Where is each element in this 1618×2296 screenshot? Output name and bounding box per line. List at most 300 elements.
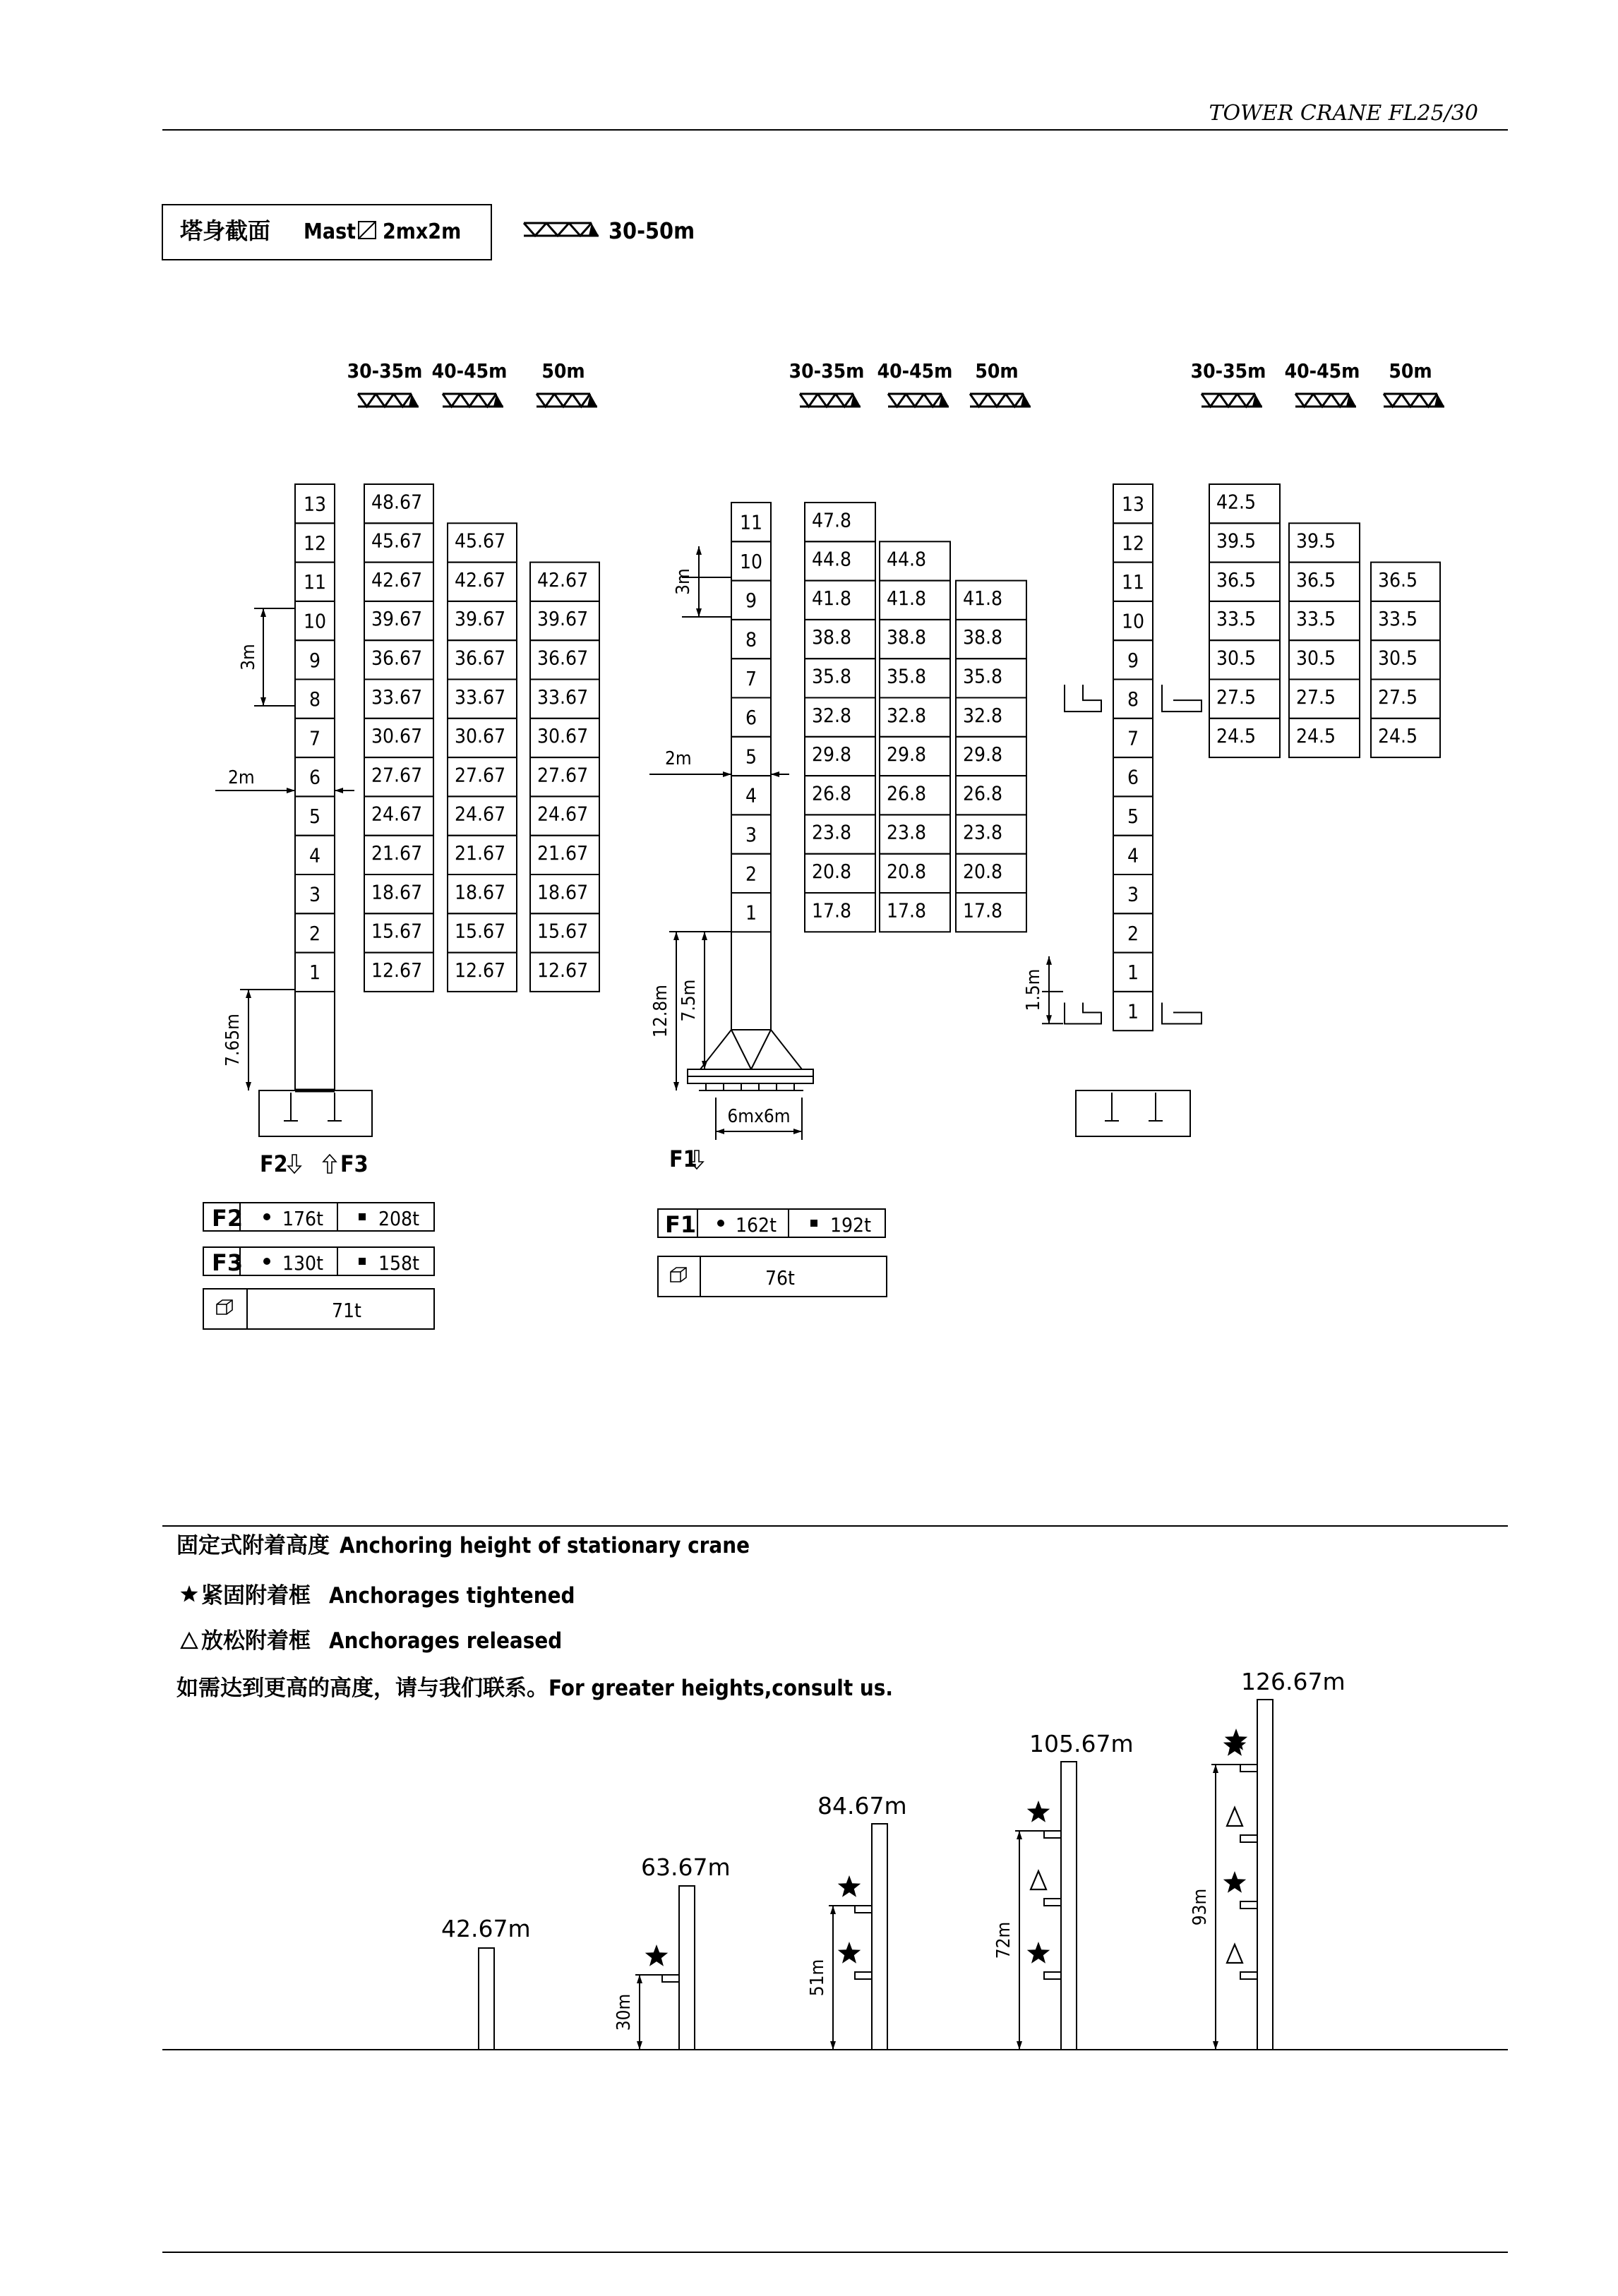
value-cell-text: 17.8 xyxy=(812,898,852,922)
anchor-frame xyxy=(1240,1765,1257,1772)
jib-lattice xyxy=(836,394,853,407)
anchor-frame xyxy=(1240,1972,1257,1979)
jib-icon xyxy=(524,223,599,236)
chassis-brace xyxy=(731,1030,751,1069)
dim-base xyxy=(1023,956,1052,1023)
jib-lattice xyxy=(554,394,572,407)
jib-header-label: 30-35m xyxy=(347,359,423,383)
segment-number: 12 xyxy=(1121,531,1145,555)
value-cell-text: 41.8 xyxy=(812,586,852,610)
segment-number: 4 xyxy=(308,843,321,867)
segment-number: 7 xyxy=(308,726,321,750)
arrow-down-icon xyxy=(288,1155,301,1173)
mast-size: 2mx2m xyxy=(383,220,462,244)
value-cell-text: 42.67 xyxy=(371,567,423,591)
dim-label: 51m xyxy=(807,1959,828,1997)
jib-lattice xyxy=(546,223,569,236)
value-cell-text: 24.5 xyxy=(1296,724,1336,748)
chassis-cross xyxy=(700,1030,802,1069)
anchor-frame xyxy=(855,1972,872,1979)
mast-section-icon xyxy=(359,222,376,239)
segment-number: 10 xyxy=(303,609,327,633)
segment-number: 2 xyxy=(745,862,757,886)
value-cell-text: 33.5 xyxy=(1216,607,1257,631)
jib-icon xyxy=(800,394,861,407)
triangle-icon xyxy=(1031,1871,1046,1889)
f3-force-label: F3 xyxy=(340,1150,368,1177)
tower-mast xyxy=(679,1886,695,2050)
value-cell-text: 27.67 xyxy=(537,763,589,787)
value-column xyxy=(1209,484,1280,757)
value-cell-text: 18.67 xyxy=(455,880,506,904)
value-cell-text: 36.67 xyxy=(455,646,506,670)
segment-number: 5 xyxy=(1127,805,1139,829)
triangle-icon xyxy=(181,1633,197,1648)
segment-number: 7 xyxy=(745,666,757,690)
segment-number: 4 xyxy=(745,783,757,807)
value-cell-text: 35.8 xyxy=(963,664,1003,688)
segment-number: 10 xyxy=(739,549,763,573)
value-cell-text: 30.67 xyxy=(455,724,506,748)
dim-width-label: 2m xyxy=(228,767,255,788)
value-cell-text: 12.67 xyxy=(455,958,506,982)
segment-number: 7 xyxy=(1127,726,1139,750)
jib-lattice xyxy=(569,223,592,236)
jib-lattice xyxy=(924,394,942,407)
f3-dot-value: 130t xyxy=(282,1251,323,1275)
jib-lattice xyxy=(817,394,835,407)
legend-tightened: 紧固附着框 Anchorages tightened xyxy=(201,1583,575,1609)
arrow-down xyxy=(1017,2041,1022,2050)
load-table-middle xyxy=(658,1209,887,1297)
value-cell-text: 32.8 xyxy=(812,703,852,727)
segment-number: 1 xyxy=(745,901,757,925)
value-cell-text: 12.67 xyxy=(537,958,589,982)
segment-number: 1 xyxy=(1127,999,1139,1023)
value-cell-text: 21.67 xyxy=(537,841,589,865)
arrow-down xyxy=(830,2041,836,2050)
segment-number: 12 xyxy=(303,531,327,555)
jib-lattice xyxy=(1295,394,1313,407)
anchor-frame xyxy=(1044,1972,1061,1979)
jib-icon xyxy=(1295,394,1356,407)
value-cell-text: 24.67 xyxy=(537,802,589,826)
anchor-height-dim xyxy=(613,1975,642,2050)
segment-number: 9 xyxy=(308,648,321,672)
value-cell-text: 21.67 xyxy=(455,841,506,865)
value-cell-text: 17.8 xyxy=(887,898,927,922)
dim-chassis xyxy=(678,932,707,1069)
square-icon xyxy=(359,1213,366,1220)
value-cell-text: 24.5 xyxy=(1378,724,1418,748)
jib-header-label: 30-35m xyxy=(1190,359,1266,383)
segment-number: 11 xyxy=(303,570,327,594)
f1-label: F1 xyxy=(665,1211,697,1238)
anchor-tower xyxy=(807,1792,907,2050)
anchor-tower xyxy=(613,1853,731,2050)
value-cell-text: 29.8 xyxy=(963,743,1003,767)
value-cell-text: 23.8 xyxy=(963,820,1003,844)
arrow-down xyxy=(696,608,702,617)
jib-lattice xyxy=(443,394,460,407)
anchor-frame xyxy=(1044,1899,1061,1906)
right-tower xyxy=(1023,484,1440,1136)
dim-label: 3m xyxy=(238,644,259,671)
segment-number: 5 xyxy=(745,745,757,769)
jib-lattice xyxy=(394,394,412,407)
value-cell-text: 39.67 xyxy=(371,607,423,631)
dim-segment-3m xyxy=(238,608,266,706)
consult-note: 如需达到更高的高度，请与我们联系。For greater heights,consult us. xyxy=(176,1676,893,1701)
value-cell-text: 21.67 xyxy=(371,841,423,865)
value-cell-text: 38.8 xyxy=(887,625,927,649)
jib-lattice xyxy=(1401,394,1419,407)
middle-tower xyxy=(649,503,1026,1172)
dim-total xyxy=(650,932,679,1090)
value-cell-text: 15.67 xyxy=(537,919,589,943)
anchor-tower xyxy=(1189,1668,1346,2050)
jib-lattice xyxy=(800,394,817,407)
left-tower xyxy=(215,484,599,1177)
value-cell-text: 20.8 xyxy=(887,859,927,883)
value-cell-text: 33.67 xyxy=(537,685,589,709)
square-icon xyxy=(359,1258,366,1265)
value-cell-text: 20.8 xyxy=(812,859,852,883)
f1-dot-value: 162t xyxy=(736,1213,777,1237)
arrow-right xyxy=(287,788,295,793)
value-cell-text: 36.5 xyxy=(1378,567,1418,591)
segment-number: 2 xyxy=(1127,921,1139,945)
value-cell-text: 18.67 xyxy=(537,880,589,904)
segment-number: 11 xyxy=(1121,570,1145,594)
segment-number: 13 xyxy=(303,492,327,516)
segment-number: 9 xyxy=(1127,648,1139,672)
segment-number: 3 xyxy=(308,882,321,906)
jib-lattice xyxy=(1384,394,1401,407)
jib-header-label: 40-45m xyxy=(1284,359,1360,383)
arrow-down xyxy=(673,1082,679,1090)
value-cell-text: 15.67 xyxy=(371,919,423,943)
jib-lattice xyxy=(1219,394,1237,407)
f3-square-value: 158t xyxy=(378,1251,419,1275)
anchor-frame xyxy=(1240,1901,1257,1909)
dim-label: 72m xyxy=(993,1921,1014,1959)
tower-mast xyxy=(1061,1762,1077,2050)
tower-height-label: 84.67m xyxy=(817,1792,907,1820)
value-cell-text: 36.67 xyxy=(537,646,589,670)
arrow-up xyxy=(246,990,251,998)
value-cell-text: 42.67 xyxy=(537,567,589,591)
segment-number: 1 xyxy=(308,961,321,985)
jib-lattice xyxy=(573,394,590,407)
value-cell-text: 45.67 xyxy=(371,529,423,553)
star-icon xyxy=(181,1585,198,1602)
value-cell-text: 42.67 xyxy=(455,567,506,591)
dim-label: 7.65m xyxy=(222,1014,244,1066)
jib-lattice xyxy=(1238,394,1255,407)
value-cell-text: 41.8 xyxy=(963,586,1003,610)
jib-lattice xyxy=(524,223,546,236)
value-column xyxy=(448,523,517,992)
jib-lattice xyxy=(376,394,393,407)
value-cell-text: 24.67 xyxy=(371,802,423,826)
value-cell-text: 33.67 xyxy=(371,685,423,709)
value-cell-text: 30.67 xyxy=(371,724,423,748)
value-cell-text: 44.8 xyxy=(812,547,852,571)
jib-headers xyxy=(347,359,1444,407)
tower-mast xyxy=(479,1948,494,2050)
value-cell-text: 39.67 xyxy=(455,607,506,631)
segment-number: 6 xyxy=(745,706,757,730)
mast-label-en: Mast xyxy=(304,220,356,244)
value-cell-text: 39.5 xyxy=(1296,529,1336,553)
anchor-towers xyxy=(441,1668,1346,2050)
value-cell-text: 30.5 xyxy=(1378,646,1418,670)
value-cell-text: 24.67 xyxy=(455,802,506,826)
arrow-up xyxy=(1017,1831,1022,1839)
value-cell-text: 23.8 xyxy=(887,820,927,844)
segment-number: 8 xyxy=(1127,687,1139,711)
value-cell-text: 15.67 xyxy=(455,919,506,943)
jib-header-label: 40-45m xyxy=(877,359,953,383)
value-cell-text: 26.8 xyxy=(963,781,1003,805)
value-cell-text: 33.5 xyxy=(1296,607,1336,631)
segment-number: 4 xyxy=(1127,843,1139,867)
arrow-left xyxy=(335,788,343,793)
value-cell-text: 36.5 xyxy=(1296,567,1336,591)
value-cell-text: 27.5 xyxy=(1378,685,1418,709)
value-column xyxy=(364,484,433,992)
anchor-frame xyxy=(1240,1835,1257,1842)
segment-number: 8 xyxy=(745,627,757,651)
arrow-down xyxy=(1046,1015,1052,1023)
tower-height-label: 42.67m xyxy=(441,1915,531,1942)
value-cell-text: 30.67 xyxy=(537,724,589,748)
segment-number: 5 xyxy=(308,805,321,829)
value-cell-text: 27.67 xyxy=(455,763,506,787)
segment-number: 3 xyxy=(745,823,757,847)
value-cell-text: 23.8 xyxy=(812,820,852,844)
jib-icon xyxy=(888,394,949,407)
jib-lattice xyxy=(479,394,496,407)
value-column xyxy=(530,563,599,992)
segment-number: 9 xyxy=(745,589,757,613)
arrow-right xyxy=(723,771,731,777)
value-cell-text: 20.8 xyxy=(963,859,1003,883)
arrow-up xyxy=(702,932,707,940)
jib-lattice xyxy=(1420,394,1437,407)
value-cell-text: 39.5 xyxy=(1216,529,1257,553)
value-cell-text: 42.5 xyxy=(1216,490,1257,514)
jib-lattice xyxy=(1331,394,1349,407)
dim-label: 3m xyxy=(673,568,694,595)
value-column xyxy=(1371,563,1440,758)
weight-icon xyxy=(671,1268,686,1282)
jib-lattice xyxy=(888,394,906,407)
load-table-left xyxy=(203,1203,434,1329)
segment-number: 10 xyxy=(1121,609,1145,633)
jib-icon xyxy=(443,394,503,407)
value-cell-text: 36.5 xyxy=(1216,567,1257,591)
arrow-down xyxy=(1213,2041,1218,2050)
middle-weight: 76t xyxy=(765,1266,795,1290)
foundation-block xyxy=(1076,1090,1190,1136)
f2-dot-value: 176t xyxy=(282,1207,323,1230)
weight-icon xyxy=(217,1300,232,1314)
value-cell-text: 18.67 xyxy=(371,880,423,904)
value-cell-text: 24.5 xyxy=(1216,724,1257,748)
jib-lattice xyxy=(1006,394,1024,407)
jib-lattice xyxy=(537,394,554,407)
segment-column xyxy=(731,503,771,932)
arrow-up xyxy=(1213,1765,1218,1773)
anchor-frame xyxy=(662,1975,679,1982)
jib-lattice xyxy=(358,394,376,407)
jib-lattice xyxy=(970,394,988,407)
jib-lattice xyxy=(906,394,923,407)
foundation-block xyxy=(259,1090,372,1136)
jib-header-label: 50m xyxy=(975,359,1019,383)
jib-lattice xyxy=(988,394,1005,407)
anchor-height-dim xyxy=(807,1906,836,2050)
arrow-up xyxy=(637,1975,642,1983)
header-title: TOWER CRANE FL25/30 xyxy=(1209,101,1478,126)
mast-label-cn: 塔身截面 xyxy=(180,217,271,244)
star-icon xyxy=(1027,1801,1050,1822)
value-cell-text: 41.8 xyxy=(887,586,927,610)
anchor-height-dim xyxy=(1189,1765,1218,2050)
arrow-up xyxy=(260,608,266,617)
anchor-frame xyxy=(1162,685,1201,711)
arrow-down xyxy=(260,697,266,706)
dim-base-label: 6mx6m xyxy=(727,1106,791,1127)
jib-header-label: 50m xyxy=(541,359,585,383)
segment-number: 1 xyxy=(1127,961,1139,985)
star-icon xyxy=(838,1875,861,1897)
segment-number: 6 xyxy=(1127,765,1139,789)
jib-lattice xyxy=(460,394,478,407)
f2-force-label: F2 xyxy=(260,1150,288,1177)
triangle-icon xyxy=(1227,1808,1242,1826)
anchoring-title: 固定式附着高度 Anchoring height of stationary crane xyxy=(176,1533,750,1558)
jib-range: 30-50m xyxy=(609,217,695,244)
anchor-tower xyxy=(993,1730,1134,2050)
star-icon xyxy=(838,1942,861,1964)
dim-label: 1.5m xyxy=(1023,968,1044,1011)
value-cell-text: 33.67 xyxy=(455,685,506,709)
value-cell-text: 38.8 xyxy=(812,625,852,649)
value-cell-text: 48.67 xyxy=(371,490,423,514)
arrow-up xyxy=(696,546,702,555)
jib-lattice xyxy=(1313,394,1331,407)
segment-number: 6 xyxy=(308,765,321,789)
chassis-brace xyxy=(751,1030,771,1069)
left-weight: 71t xyxy=(332,1299,361,1322)
anchor-tower xyxy=(441,1915,531,2050)
dim-base xyxy=(222,990,251,1090)
value-column xyxy=(956,581,1026,932)
dim-label: 12.8m xyxy=(650,985,671,1038)
arrow-right xyxy=(793,1129,802,1134)
anchor-frame xyxy=(1065,1003,1101,1024)
f1-square-value: 192t xyxy=(830,1213,871,1237)
jib-header-label: 40-45m xyxy=(431,359,508,383)
dot-icon xyxy=(263,1213,270,1220)
f1-force-label: F1 xyxy=(669,1146,697,1172)
tower-height-label: 105.67m xyxy=(1029,1730,1134,1757)
arrow-left xyxy=(716,1129,724,1134)
value-column xyxy=(805,503,875,932)
arrow-down xyxy=(637,2041,642,2050)
value-cell-text: 29.8 xyxy=(812,743,852,767)
segment-column xyxy=(1113,484,1153,992)
anchor-frame xyxy=(1044,1831,1061,1838)
anchor-frame xyxy=(1162,1003,1201,1024)
segment-number: 2 xyxy=(308,921,321,945)
value-cell-text: 32.8 xyxy=(963,703,1003,727)
value-cell-text: 27.5 xyxy=(1296,685,1336,709)
jib-icon xyxy=(358,394,419,407)
value-cell-text: 29.8 xyxy=(887,743,927,767)
jib-lattice xyxy=(1201,394,1219,407)
value-column xyxy=(1289,523,1360,757)
anchor-frame xyxy=(855,1906,872,1913)
arrow-up xyxy=(830,1906,836,1914)
dim-width-label: 2m xyxy=(665,748,692,769)
jib-icon xyxy=(970,394,1031,407)
dot-icon xyxy=(717,1220,724,1227)
f3-label: F3 xyxy=(212,1249,244,1276)
jib-icon xyxy=(537,394,597,407)
triangle-icon xyxy=(1227,1945,1242,1963)
arrow-down xyxy=(246,1082,251,1090)
tower-mast xyxy=(1257,1700,1273,2050)
tower-height-label: 63.67m xyxy=(641,1853,731,1881)
value-cell-text: 47.8 xyxy=(812,508,852,532)
dim-label: 30m xyxy=(613,1993,635,2031)
star-icon xyxy=(645,1945,668,1966)
value-cell-text: 30.5 xyxy=(1296,646,1336,670)
segment-number: 8 xyxy=(308,687,321,711)
value-cell-text: 33.5 xyxy=(1378,607,1418,631)
value-cell-text: 44.8 xyxy=(887,547,927,571)
segment-number: 13 xyxy=(1121,492,1145,516)
value-cell-text: 30.5 xyxy=(1216,646,1257,670)
tower-height-label: 126.67m xyxy=(1241,1668,1346,1695)
arrow-up xyxy=(1046,956,1052,965)
arrow-up-icon xyxy=(323,1155,336,1173)
value-cell-text: 26.8 xyxy=(812,781,852,805)
tower-mast xyxy=(872,1824,887,2050)
jib-icon xyxy=(524,223,599,236)
legend-released: 放松附着框 Anchorages released xyxy=(201,1628,563,1654)
arrow-left xyxy=(771,771,779,777)
value-column xyxy=(880,541,950,932)
value-cell-text: 27.67 xyxy=(371,763,423,787)
anchor-frame xyxy=(1065,685,1101,711)
value-cell-text: 17.8 xyxy=(963,898,1003,922)
value-cell-text: 26.8 xyxy=(887,781,927,805)
value-cell-text: 35.8 xyxy=(887,664,927,688)
value-cell-text: 38.8 xyxy=(963,625,1003,649)
star-icon xyxy=(1223,1871,1246,1893)
value-cell-text: 36.67 xyxy=(371,646,423,670)
jib-icon xyxy=(1201,394,1262,407)
segment-number: 11 xyxy=(739,510,763,534)
f2-square-value: 208t xyxy=(378,1207,419,1230)
jib-header-label: 50m xyxy=(1389,359,1432,383)
segment-column xyxy=(295,484,335,992)
